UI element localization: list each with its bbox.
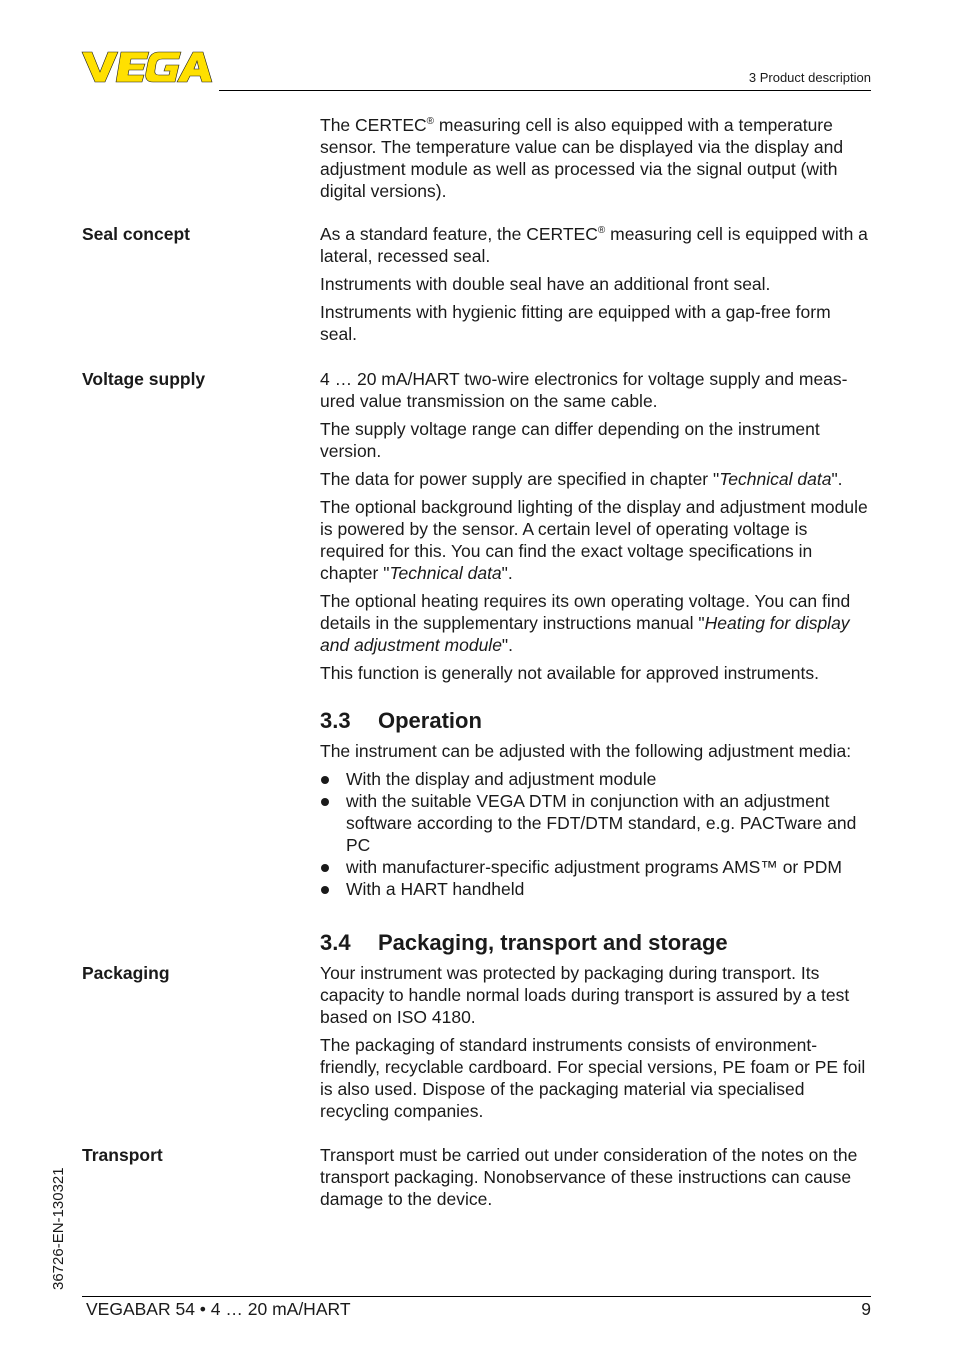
- voltage-paragraph-5: The optional heating requires its own operating voltage. You can find details in the supplementary instructions manual "Heating for display and adjustment module".: [320, 591, 851, 655]
- voltage-paragraph-6: This function is generally not available for approved instruments.: [320, 663, 820, 683]
- packaging-heading-number: 3.4: [320, 930, 351, 955]
- packaging-paragraph-1: Your instrument was protected by packaging during transport. Its capacity to handle normal loads during transport is assured by a test based on ISO 4180.: [320, 963, 850, 1027]
- seal-concept-text: [320, 223, 872, 351]
- packaging-paragraph-2: The packaging of standard instruments consists of environment-friendly, recyclable cardboard. For special versions, PE foam or PE foil is also used. Dispose of the packaging material via specialised recycling companies.: [320, 1035, 866, 1121]
- voltage-paragraph-2: The supply voltage range can differ depending on the instrument version.: [320, 419, 820, 461]
- operation-intro: The instrument can be adjusted with the following adjustment media:: [320, 741, 852, 761]
- operation-heading: [320, 708, 482, 734]
- transport-paragraph: Transport must be carried out under consideration of the notes on the transport packaging. Nonobservance of these instructions can cause damage to the device.: [320, 1145, 858, 1209]
- voltage-supply-text: [320, 368, 872, 690]
- seal-concept-label: Seal concept: [82, 224, 190, 244]
- packaging-text: [320, 962, 872, 1128]
- voltage-paragraph-1: 4 … 20 mA/HART two-wire electronics for voltage supply and meas-ured value transmission on the same cable.: [320, 369, 848, 411]
- packaging-section-heading: [320, 930, 728, 956]
- operation-text: [320, 740, 872, 900]
- transport-text: [320, 1144, 872, 1216]
- transport-label: Transport: [82, 1145, 163, 1165]
- bullet-item: With a HART handheld: [320, 878, 872, 900]
- bullet-item: With the display and adjustment module: [320, 768, 872, 790]
- footer-rule: [82, 1296, 871, 1297]
- voltage-paragraph-3: The data for power supply are specified in chapter "Technical data".: [320, 469, 843, 489]
- intro-paragraph: The CERTEC® measuring cell is also equipped with a temperature sensor. The temperature value can be displayed via the display and adjustment module as well as processed via the signal output (with digital versions).: [320, 115, 844, 201]
- header-section-title: 3 Product description: [748, 70, 871, 85]
- footer-product: VEGABAR 54 • 4 … 20 mA/HART: [86, 1299, 351, 1319]
- operation-heading-number: 3.3: [320, 708, 351, 733]
- header-rule: [219, 90, 871, 91]
- vega-logo: [81, 50, 213, 84]
- intro-text: [320, 114, 872, 208]
- operation-bullet-list: [320, 768, 872, 900]
- document-code: 36726-EN-130321: [50, 1167, 67, 1290]
- seal-paragraph-1: As a standard feature, the CERTEC® measuring cell is equipped with a lateral, recessed seal.: [320, 224, 868, 266]
- operation-heading-title: Operation: [378, 708, 482, 733]
- packaging-heading-title: Packaging, transport and storage: [378, 930, 728, 955]
- seal-paragraph-3: Instruments with hygienic fitting are equipped with a gap-free form seal.: [320, 302, 831, 344]
- voltage-supply-label: Voltage supply: [82, 369, 206, 389]
- page-number: 9: [861, 1299, 871, 1319]
- voltage-paragraph-4: The optional background lighting of the display and adjustment module is powered by the sensor. A certain level of operating voltage is required for this. You can find the exact voltage specifications in chapter "Technical data".: [320, 497, 868, 583]
- bullet-item: with manufacturer-specific adjustment programs AMS™ or PDM: [320, 856, 872, 878]
- bullet-item: with the suitable VEGA DTM in conjunction with an adjustment software according to the FDT/DTM standard, e.g. PACTware and PC: [320, 790, 872, 856]
- seal-paragraph-2: Instruments with double seal have an additional front seal.: [320, 274, 771, 294]
- packaging-label: Packaging: [82, 963, 170, 983]
